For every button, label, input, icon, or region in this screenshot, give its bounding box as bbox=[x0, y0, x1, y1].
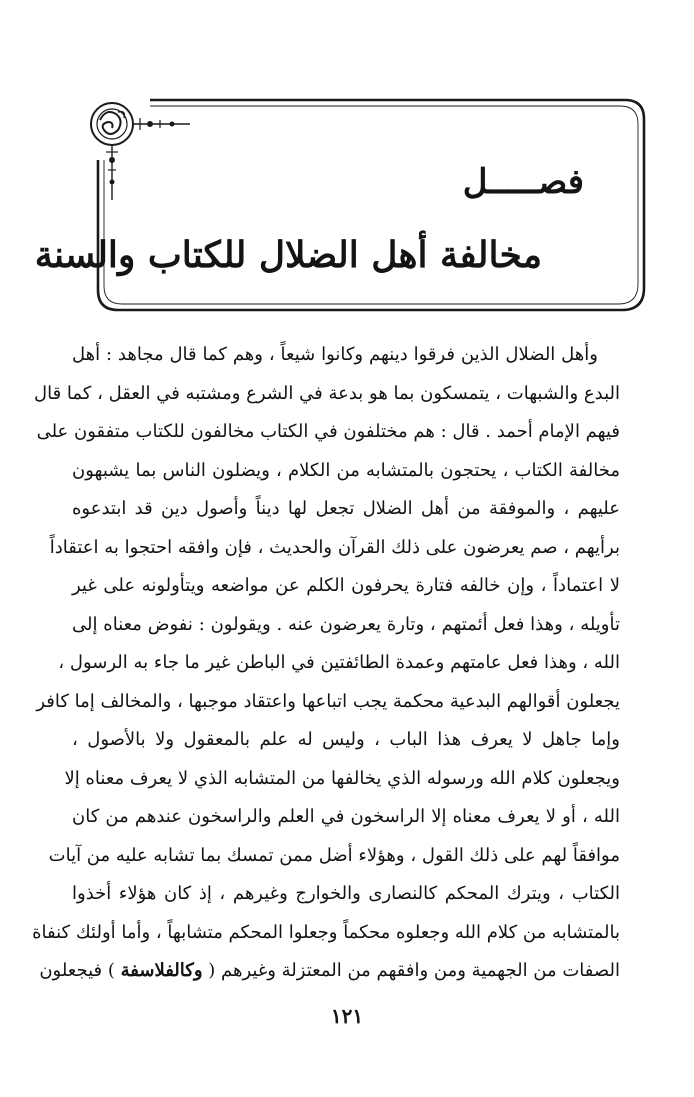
chapter-title: مخالفة أهل الضلال للكتاب والسنة bbox=[34, 234, 542, 276]
section-label: فصـــــل bbox=[462, 162, 584, 202]
text-line: وإما جاهل لا يعرف هذا الباب ، وليس له علم بالمعقول ولا بالأصول ، bbox=[72, 729, 620, 750]
text-line: عليهم ، والموفقة من أهل الضلال تجعل لها ديناً وأصول دين قد ابتدعوه bbox=[72, 498, 620, 519]
text-line: الصفات من الجهمية ومن وافقهم من المعتزلة وغيرهم ( وكالفلاسفة ) فيجعلون bbox=[39, 960, 620, 981]
page-number: ١٢١ bbox=[330, 1004, 364, 1028]
ornamental-border bbox=[0, 0, 694, 340]
text-line: موافقاً لهم على ذلك القول ، وهؤلاء أضل ممن تمسك بما تشابه عليه من آيات bbox=[48, 844, 620, 866]
body-text bbox=[32, 336, 620, 991]
text-line: الله ، أو لا يعرف معناه إلا الراسخون في العلم والراسخون عندهم من كان bbox=[72, 806, 620, 827]
bold-phrase: وكالفلاسفة bbox=[120, 960, 203, 981]
text-line: مخالفة الكتاب ، يحتجون بالمتشابه من الكلام ، ويضلون الناس بما يشبهون bbox=[72, 459, 620, 481]
chapter-header-frame bbox=[0, 0, 694, 340]
text-line: فيهم الإمام أحمد . قال : هم مختلفون في الكتاب مخالفون للكتاب متفقون على bbox=[36, 421, 620, 442]
text-line: الكتاب ، ويترك المحكم كالنصارى والخوارج وغيرهم ، إذ كان هؤلاء أخذوا bbox=[72, 883, 620, 904]
text-line: الله ، وهذا فعل عامتهم وعمدة الطائفتين في الباطن غير ما جاء به الرسول ، bbox=[58, 652, 620, 673]
text-line: بالمتشابه من كلام الله وجعلوه محكماً وجعلوا المحكم متشابهاً ، وأما أولئك كنفاة bbox=[32, 921, 620, 943]
text-line: لا اعتماداً ، وإن خالفه فتارة يحرفون الكلم عن مواضعه ويتأولونه على غير bbox=[72, 575, 620, 596]
text-line: البدع والشبهات ، يتمسكون بما هو بدعة في الشرع ومشتبه في العقل ، كما قال bbox=[34, 382, 620, 404]
text-line: برأيهم ، صم يعرضون على ذلك القرآن والحديث ، فإن وافقه احتجوا به اعتقاداً bbox=[49, 536, 620, 558]
text-line: وأهل الضلال الذين فرقوا دينهم وكانوا شيعاً ، وهم كما قال مجاهد : أهل bbox=[72, 344, 598, 365]
text-line: يجعلون أقوالهم البدعية محكمة يجب اتباعها واعتقاد موجبها ، والمخالف إما كافر bbox=[36, 690, 620, 712]
text-line: تأويله ، وهذا فعل أئمتهم ، وتارة يعرضون عنه . ويقولون : نفوض معناه إلى bbox=[72, 613, 620, 635]
text-line: ويجعلون كلام الله ورسوله الذي يخالفها من المتشابه الذي لا يعرف معناه إلا bbox=[64, 767, 620, 789]
corner-ornament-icon bbox=[91, 103, 190, 200]
